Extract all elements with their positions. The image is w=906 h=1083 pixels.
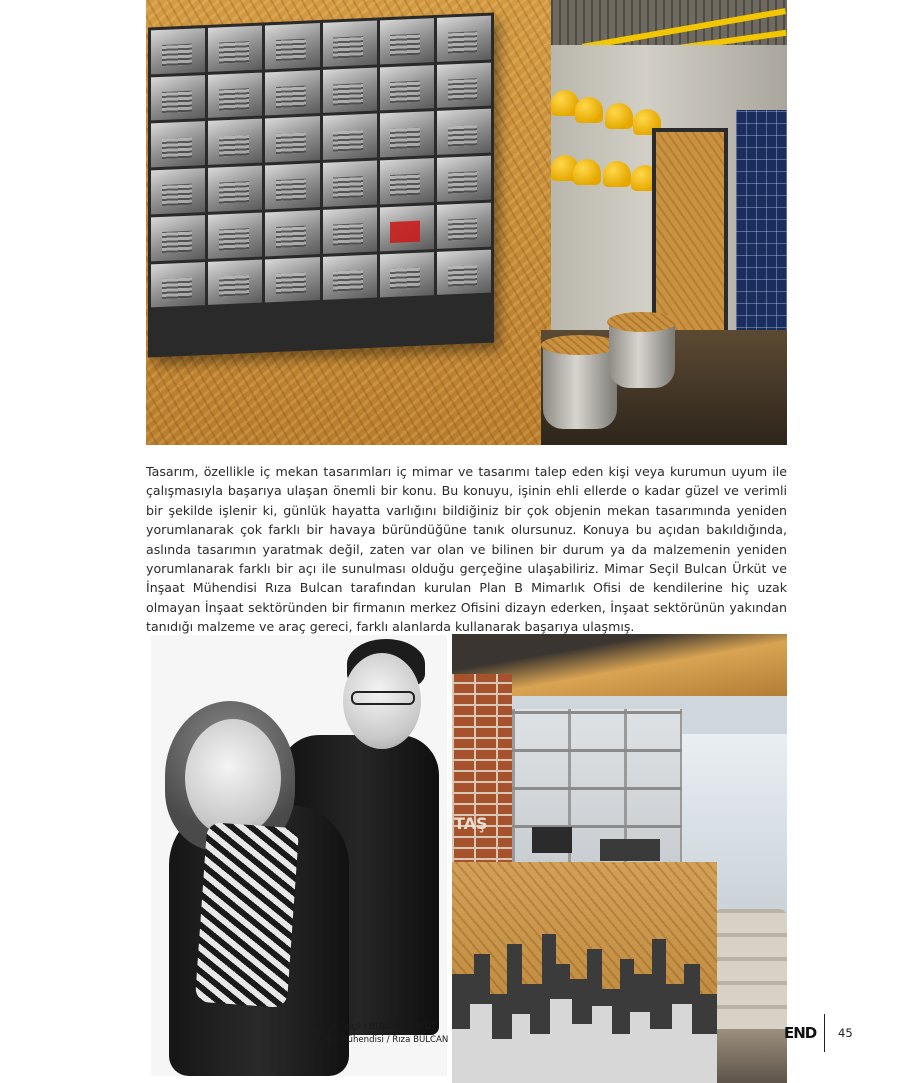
collage-tile	[437, 109, 491, 155]
collage-tile	[380, 158, 434, 204]
hard-hat-icon	[603, 161, 631, 187]
collage-tile	[323, 67, 377, 113]
collage-tile	[323, 207, 377, 253]
woman-face	[185, 719, 281, 837]
magazine-logo: END	[784, 1024, 817, 1042]
hard-hat-icon	[605, 103, 633, 129]
article-body: Tasarım, özellikle iç mekan tasarımları iç mimar ve tasarımı talep eden kişi veya kurumun uyum ile çalışmasıyla başarıya ulaşan önemli bir konu. Bu konuyu, işinin ehli ellerde o kadar güzel ve verimli bir şekilde işlenir ki, günlük hayatta varlığını bildiğiniz bir çok objenin mekan tasarımında yeniden yorumlanarak çok farklı bir havaya büründüğüne tanık olursunuz. Konuya bu açıdan bakıldığında, aslında tasarımın yaratmak değil, zaten var olan ve bilinen bir durum ya da malzemenin yeniden yorumlanarak farklı bir açı ile sunulması olduğu gerçeğine ulaşabiliriz. Mimar Seçil Bulcan Ürküt ve İnşaat Mühendisi Rıza Bulcan tarafından kurulan Plan B Mimarlık Ofisi de kendilerine hiç uzak olmayan İnşaat sektöründen bir firmanın merkez Ofisini dizayn ederken, İnşaat sektörünün yakından tanıdığı malzeme ve araç gereci, farklı alanlarda kullanarak başarıya ulaşmış.	[146, 464, 787, 635]
collage-tile	[208, 72, 262, 118]
collage-tile	[380, 65, 434, 111]
collage-tile	[437, 16, 491, 62]
cement-bags	[714, 909, 787, 1029]
collage-tile	[151, 215, 205, 261]
collage-tile	[265, 163, 319, 209]
printer-icon	[532, 827, 572, 853]
collage-tile	[265, 116, 319, 162]
collage-tile	[265, 210, 319, 256]
collage-tile	[437, 249, 491, 295]
hard-hat-icon	[575, 97, 603, 123]
office-interior-photo	[146, 0, 787, 445]
blueprint-wall-graphic	[736, 110, 787, 340]
collage-tile-red	[380, 205, 434, 251]
reception-desk-photo	[452, 634, 787, 1083]
zebra-scarf	[195, 822, 299, 1008]
collage-tile	[380, 18, 434, 64]
collage-tile	[151, 28, 205, 74]
stool-top	[607, 312, 677, 332]
collage-tile	[208, 166, 262, 212]
portrait-photo	[151, 635, 447, 1076]
glasses-icon	[351, 691, 415, 705]
collage-tile	[437, 202, 491, 248]
collage-tile	[151, 75, 205, 121]
collage-tile	[151, 262, 205, 308]
caption-line-architect: Mimar Seçil / BULCAN ÜRKÜT	[311, 1022, 437, 1032]
collage-tile	[208, 26, 262, 72]
wood-door	[652, 128, 728, 342]
collage-tile	[323, 114, 377, 160]
hard-hat-icon	[573, 159, 601, 185]
collage-tile	[265, 257, 319, 303]
collage-tile	[380, 252, 434, 298]
caption-line-engineer: İnşaat Mühendisi / Rıza BULCAN	[311, 1035, 449, 1045]
collage-tile	[380, 111, 434, 157]
collage-tile	[437, 156, 491, 202]
stool-top	[541, 335, 619, 355]
collage-tile	[208, 259, 262, 305]
wall-sign: TAŞ	[454, 814, 488, 833]
footer-divider	[824, 1014, 825, 1052]
bucket-stool	[543, 343, 617, 429]
bucket-stool	[609, 320, 675, 388]
collage-tile	[323, 21, 377, 67]
collage-tile	[151, 168, 205, 214]
collage-tile	[265, 70, 319, 116]
collage-tile	[208, 212, 262, 258]
collage-tile	[265, 23, 319, 69]
collage-tile	[323, 254, 377, 300]
building-photo-collage	[148, 12, 494, 357]
collage-tile	[151, 121, 205, 167]
office-equipment	[600, 839, 660, 861]
collage-tile	[437, 62, 491, 108]
portrait-caption	[311, 1021, 461, 1047]
city-skyline-graphic	[452, 934, 717, 1083]
collage-tile	[323, 161, 377, 207]
page-number: 45	[838, 1026, 853, 1040]
collage-tile	[208, 119, 262, 165]
